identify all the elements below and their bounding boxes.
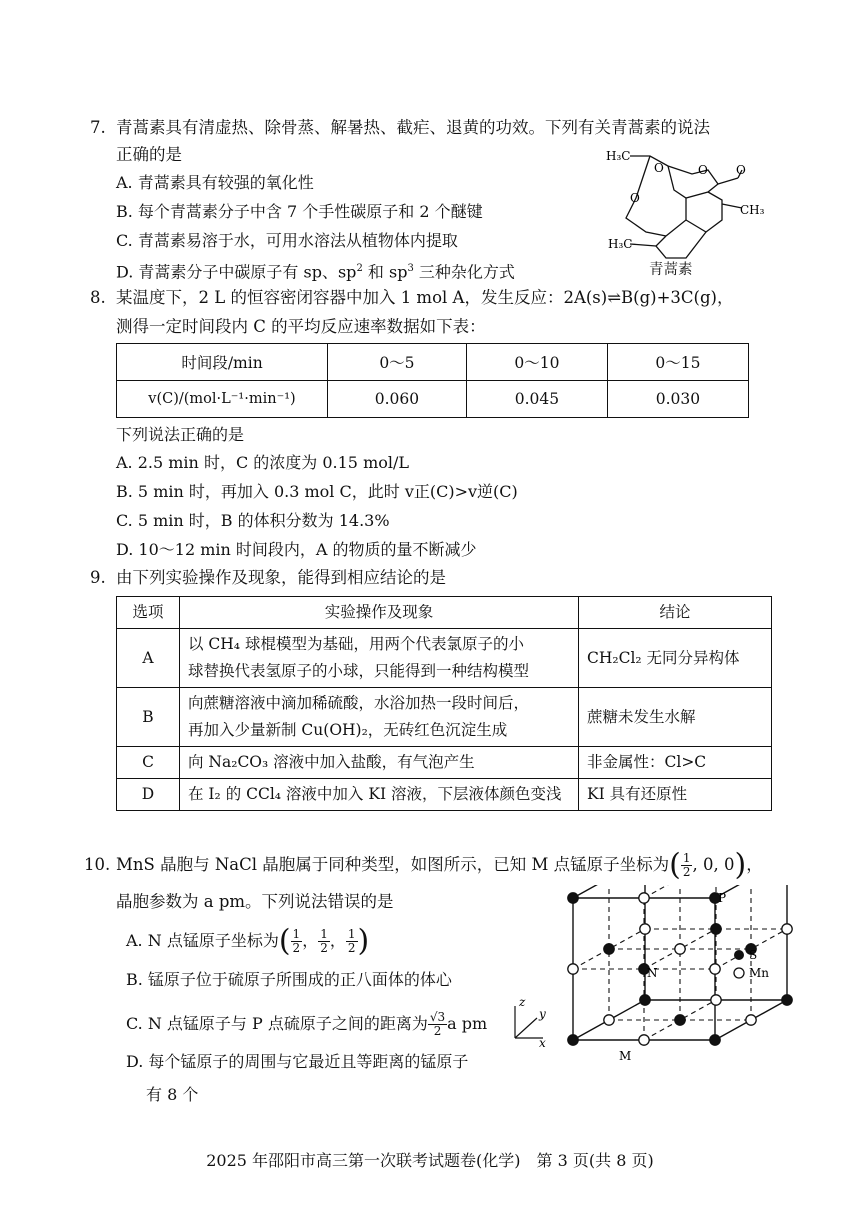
manganese-atom [746, 1015, 756, 1025]
q9-number: 9. [90, 568, 106, 587]
h3c-top-label: H₃C [606, 149, 631, 163]
q10-option-a: A. N 点锰原子坐标为( $\frac{1}{2}$ ， $\frac{1}{2}$ ， $\frac{1}{2}$ ) [126, 923, 370, 959]
z-axis-label: z [519, 995, 526, 1009]
row-operation: 以 CH₄ 球棍模型为基础，用两个代表氯原子的小 球替换代表氢原子的小球，只能得到一种结构模型 [180, 629, 579, 688]
x-axis-label: x [539, 1036, 546, 1050]
q10-number: 10. [84, 855, 111, 874]
artemisinin-caption: 青蒿素 [649, 262, 693, 278]
q8-option-d: D. 10～12 min 时间段内，A 的物质的量不断减少 [116, 540, 477, 559]
experiment-row-c [117, 747, 772, 779]
q8-stem-line2: 测得一定时间段内 C 的平均反应速率数据如下表： [116, 317, 486, 336]
o-label-3: O [736, 163, 746, 177]
rate-table-row [117, 381, 749, 418]
sulfur-atom [675, 1015, 685, 1025]
page-footer: 2025 年邵阳市高三第一次联考试题卷(化学) 第 3 页(共 8 页) [206, 1151, 654, 1170]
row-option: B [117, 688, 180, 747]
p-label: P [718, 891, 727, 905]
rate-row-label: v(C)/(mol·L⁻¹·min⁻¹) [117, 381, 328, 418]
q10-option-b: B. 锰原子位于硫原子所围成的正八面体的体心 [126, 970, 452, 989]
rate-value-cell: 0.045 [466, 381, 607, 418]
q7-option-b: B. 每个青蒿素分子中含 7 个手性碳原子和 2 个醚键 [116, 202, 483, 221]
row-conclusion: 非金属性：Cl>C [579, 747, 772, 779]
artemisinin-structure-figure [590, 140, 790, 278]
manganese-atom [675, 944, 685, 954]
header-operation: 实验操作及现象 [180, 597, 579, 629]
row-operation: 向 Na₂CO₃ 溶液中加入盐酸，有气泡产生 [180, 747, 579, 779]
sulfur-atom [782, 995, 792, 1005]
q7-number: 7. [90, 118, 106, 137]
q8-option-c: C. 5 min 时，B 的体积分数为 14.3% [116, 511, 390, 530]
sulfur-atom [710, 1035, 720, 1045]
rate-table-header [117, 344, 749, 381]
header-conclusion: 结论 [579, 597, 772, 629]
row-option: C [117, 747, 180, 779]
sulfur-legend-label: S [749, 948, 758, 962]
q8-stem-line1: 某温度下，2 L 的恒容密闭容器中加入 1 mol A，发生反应：2A(s)⇌B(g)+3C(g)， [116, 288, 734, 307]
sulfur-atom [568, 1035, 578, 1045]
rate-value-cell: 0.030 [607, 381, 748, 418]
m-label: M [619, 1049, 632, 1063]
n-label: N [647, 966, 658, 980]
q8-option-b: B. 5 min 时，再加入 0.3 mol C，此时 v正(C)>v逆(C) [116, 482, 518, 501]
q8-lead: 下列说法正确的是 [116, 425, 245, 444]
row-conclusion: 蔗糖未发生水解 [579, 688, 772, 747]
manganese-atom [711, 995, 721, 1005]
q7-option-d: D. 青蒿素分子中碳原子有 sp、$sp^2$ 和 $sp^3$ 三种杂化方式 [116, 262, 515, 282]
manganese-atom [710, 964, 720, 974]
rate-header-cell: 0～15 [607, 344, 748, 381]
q10-option-d-line2: 有 8 个 [146, 1085, 199, 1104]
q10-option-c: C. N 点锰原子与 P 点硫原子之间的距离为 $\frac{√3}{2}$ a pm [126, 1010, 488, 1038]
rate-value-cell: 0.060 [328, 381, 467, 418]
o-label-4: O [630, 191, 640, 205]
manganese-atom [639, 1035, 649, 1045]
row-conclusion: CH₂Cl₂ 无同分异构体 [579, 629, 772, 688]
experiment-row-d [117, 779, 772, 811]
manganese-atom [640, 924, 650, 934]
row-option: A [117, 629, 180, 688]
ch3-label: CH₃ [740, 203, 765, 217]
rate-header-cell: 时间段/min [117, 344, 328, 381]
o-label-1: O [654, 161, 664, 175]
header-option: 选项 [117, 597, 180, 629]
manganese-atom [568, 964, 578, 974]
mns-unit-cell-figure [505, 885, 805, 1070]
q7-stem-line1: 青蒿素具有清虚热、除骨蒸、解暑热、截疟、退黄的功效。下列有关青蒿素的说法 [116, 118, 710, 137]
q7-stem-line2: 正确的是 [116, 145, 182, 164]
q10-stem-line2: 晶胞参数为 a pm。下列说法错误的是 [116, 892, 394, 911]
y-axis-label: y [539, 1007, 546, 1021]
manganese-legend-label: Mn [749, 966, 770, 980]
sulfur-atom [711, 924, 721, 934]
row-conclusion: KI 具有还原性 [579, 779, 772, 811]
sulfur-atom [640, 995, 650, 1005]
q7-option-c: C. 青蒿素易溶于水，可用水溶法从植物体内提取 [116, 231, 458, 250]
q8-option-a: A. 2.5 min 时，C 的浓度为 0.15 mol/L [116, 453, 410, 472]
manganese-atom [639, 893, 649, 903]
q10-stem-line1: MnS 晶胞与 NaCl 晶胞属于同种类型，如图所示，已知 M 点锰原子坐标为( $\frac{1}{2}$ , 0, 0)， [116, 847, 763, 883]
sulfur-legend-marker [734, 950, 744, 960]
experiment-table-header [117, 597, 772, 629]
experiment-row-b [117, 688, 772, 747]
h3c-bottom-label: H₃C [608, 237, 633, 251]
experiment-table [116, 596, 772, 811]
q10-option-d-line1: D. 每个锰原子的周围与它最近且等距离的锰原子 [126, 1052, 469, 1071]
rate-header-cell: 0～5 [328, 344, 467, 381]
row-operation: 在 I₂ 的 CCl₄ 溶液中加入 KI 溶液，下层液体颜色变浅 [180, 779, 579, 811]
sulfur-atom [604, 944, 614, 954]
manganese-atom [782, 924, 792, 934]
rate-table [116, 343, 749, 418]
q7-option-a: A. 青蒿素具有较强的氧化性 [116, 173, 314, 192]
sulfur-atom [568, 893, 578, 903]
q9-stem: 由下列实验操作及现象，能得到相应结论的是 [116, 568, 446, 587]
o-label-2: O [698, 163, 708, 177]
row-operation: 向蔗糖溶液中滴加稀硫酸，水浴加热一段时间后， 再加入少量新制 Cu(OH)₂，无砖红色沉淀生成 [180, 688, 579, 747]
row-option: D [117, 779, 180, 811]
rate-header-cell: 0～10 [466, 344, 607, 381]
q8-number: 8. [90, 288, 106, 307]
manganese-legend-marker [734, 968, 744, 978]
manganese-atom [604, 1015, 614, 1025]
experiment-row-a [117, 629, 772, 688]
